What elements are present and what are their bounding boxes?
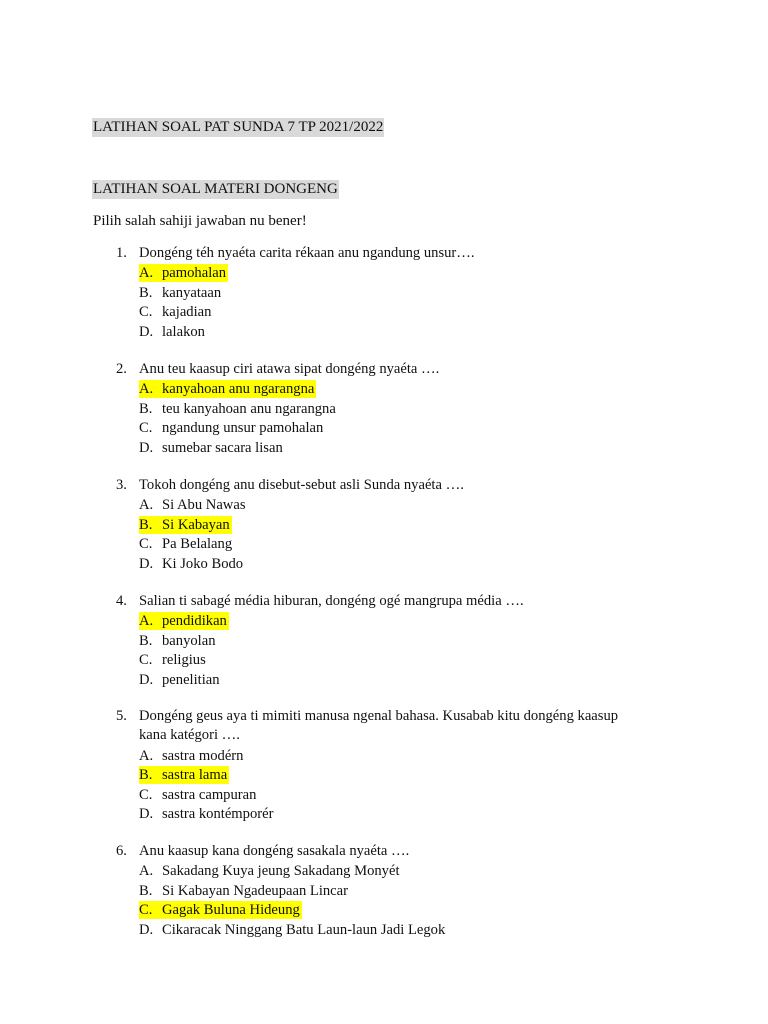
option-text: Cikaracak Ninggang Batu Laun-laun Jadi Legok: [162, 921, 446, 938]
option-text: kajadian: [162, 304, 212, 321]
option-letter: A.: [139, 613, 154, 630]
option-text: kanyataan: [162, 284, 222, 301]
option-text: lalakon: [162, 323, 205, 340]
option-text: Pa Belalang: [162, 536, 233, 553]
option-a: [0, 379, 768, 398]
option-letter: A.: [139, 747, 154, 764]
option-content: [139, 303, 213, 321]
option-content: [139, 535, 234, 553]
option-content: [139, 766, 229, 784]
option-b: [0, 631, 768, 650]
question-1: [0, 244, 768, 341]
option-content: [139, 805, 275, 823]
option-letter: D.: [139, 555, 154, 572]
question-number: 3.: [116, 477, 127, 493]
option-content: [139, 380, 316, 398]
option-c: [0, 650, 768, 669]
option-content: [139, 284, 223, 302]
question-3: [0, 476, 768, 573]
option-d: [0, 920, 768, 939]
document-title: LATIHAN SOAL PAT SUNDA 7 TP 2021/2022: [93, 119, 384, 135]
option-letter: A.: [139, 381, 154, 398]
question-5: [0, 707, 768, 823]
option-text: sastra lama: [162, 767, 228, 784]
option-letter: D.: [139, 671, 154, 688]
question-text: Anu kaasup kana dongéng sasakala nyaéta ….: [139, 843, 410, 859]
option-d: [0, 670, 768, 689]
option-b: [0, 399, 768, 418]
option-text: teu kanyahoan anu ngarangna: [162, 400, 336, 417]
option-text: Si Kabayan: [162, 516, 230, 533]
option-content: [139, 882, 350, 900]
option-letter: D.: [139, 323, 154, 340]
option-content: [139, 400, 338, 418]
option-content: [139, 264, 228, 282]
option-text: sastra kontémporér: [162, 805, 274, 822]
option-d: [0, 438, 768, 457]
question-4: [0, 592, 768, 689]
question-2: [0, 360, 768, 457]
option-content: [139, 671, 222, 689]
question-number: 4.: [116, 593, 127, 609]
option-c: [0, 302, 768, 321]
question-number: 6.: [116, 843, 127, 859]
option-letter: C.: [139, 652, 153, 669]
option-letter: B.: [139, 284, 153, 301]
option-text: sastra modérn: [162, 747, 244, 764]
option-text: Sakadang Kuya jeung Sakadang Monyét: [162, 863, 400, 880]
question-number: 2.: [116, 361, 127, 377]
option-text: pendidikan: [162, 613, 227, 630]
question-text: Dongéng geus aya ti mimiti manusa ngenal bahasa. Kusabab kitu dongéng kaasup: [139, 708, 619, 724]
option-text: Si Kabayan Ngadeupaan Lincar: [162, 882, 348, 899]
option-text: penelitian: [162, 671, 220, 688]
option-content: [139, 612, 229, 630]
option-d: [0, 554, 768, 573]
option-a: [0, 263, 768, 282]
instruction-text: Pilih salah sahiji jawaban nu bener!: [93, 213, 307, 229]
option-content: [139, 632, 218, 650]
option-letter: C.: [139, 786, 153, 803]
option-c: [0, 534, 768, 553]
option-content: [139, 555, 245, 573]
question-number: 5.: [116, 708, 127, 724]
option-c: [0, 785, 768, 804]
question-text-continued: kana katégori ….: [139, 727, 240, 744]
option-letter: B.: [139, 767, 153, 784]
option-a: [0, 611, 768, 630]
option-content: [139, 439, 285, 457]
option-letter: B.: [139, 400, 153, 417]
option-letter: C.: [139, 304, 153, 321]
option-content: [139, 862, 402, 880]
section-title: LATIHAN SOAL MATERI DONGENG: [93, 181, 338, 197]
option-content: [139, 516, 232, 534]
option-content: [139, 747, 245, 765]
option-text: sumebar sacara lisan: [162, 439, 283, 456]
option-letter: D.: [139, 805, 154, 822]
option-a: [0, 861, 768, 880]
option-content: [139, 323, 207, 341]
option-text: pamohalan: [162, 265, 227, 282]
option-text: banyolan: [162, 632, 216, 649]
option-text: ngandung unsur pamohalan: [162, 420, 324, 437]
option-content: [139, 901, 302, 919]
option-letter: C.: [139, 902, 153, 919]
option-b: [0, 765, 768, 784]
option-content: [139, 651, 208, 669]
option-content: [139, 921, 447, 939]
question-number: 1.: [116, 245, 127, 261]
option-c: [0, 418, 768, 437]
option-a: [0, 746, 768, 765]
option-d: [0, 322, 768, 341]
option-letter: D.: [139, 439, 154, 456]
option-content: [139, 786, 258, 804]
question-text: Tokoh dongéng anu disebut-sebut asli Sunda nyaéta ….: [139, 477, 464, 493]
option-c: [0, 900, 768, 919]
option-letter: A.: [139, 497, 154, 514]
option-text: Gagak Buluna Hideung: [162, 902, 300, 919]
option-letter: C.: [139, 420, 153, 437]
option-b: [0, 515, 768, 534]
option-letter: D.: [139, 921, 154, 938]
option-b: [0, 881, 768, 900]
option-text: religius: [162, 652, 206, 669]
option-d: [0, 804, 768, 823]
question-6: [0, 842, 768, 939]
option-letter: B.: [139, 882, 153, 899]
option-text: Si Abu Nawas: [162, 497, 246, 514]
option-letter: A.: [139, 863, 154, 880]
option-letter: B.: [139, 516, 153, 533]
option-letter: C.: [139, 536, 153, 553]
option-b: [0, 283, 768, 302]
option-content: [139, 419, 325, 437]
question-text: Salian ti sabagé média hiburan, dongéng ogé mangrupa média ….: [139, 593, 524, 609]
option-letter: A.: [139, 265, 154, 282]
question-text: Dongéng téh nyaéta carita rékaan anu ngandung unsur….: [139, 245, 475, 261]
option-text: Ki Joko Bodo: [162, 555, 244, 572]
option-content: [139, 496, 248, 514]
option-text: sastra campuran: [162, 786, 257, 803]
option-letter: B.: [139, 632, 153, 649]
question-text: Anu teu kaasup ciri atawa sipat dongéng nyaéta ….: [139, 361, 440, 377]
option-a: [0, 495, 768, 514]
option-text: kanyahoan anu ngarangna: [162, 381, 315, 398]
